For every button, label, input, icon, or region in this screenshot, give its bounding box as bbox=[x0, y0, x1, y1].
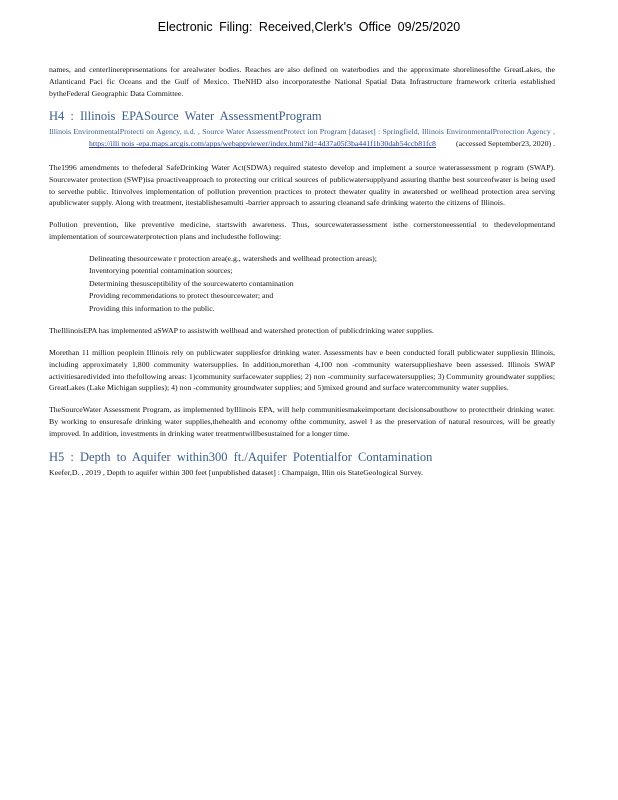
list-item bbox=[69, 253, 555, 266]
document-body bbox=[49, 64, 555, 490]
list-item bbox=[69, 290, 555, 303]
list-item-text: Determining thesusceptibility of the sourcewaterto contamination bbox=[89, 278, 294, 288]
list-item bbox=[69, 278, 555, 291]
filing-header: Electronic Filing: Received,Clerk's Office 09/25/2020 bbox=[157, 20, 461, 34]
reference-author: Illinois EnvironmentalProtecti on Agency, n.d. , Source Water AssessmentProtect ion Program [dataset] : Springfield, Illinois EnvironmentalProtection Agency , bbox=[49, 127, 555, 137]
list-item bbox=[69, 265, 555, 278]
swap-bullet-list bbox=[49, 253, 555, 316]
list-item bbox=[69, 303, 555, 316]
intro-paragraph: names, and centerlinerepresentations for arealwater bodies. Reaches are also defined on waterbodies and the approximate shorelinesofthe GreatLakes, the Atlanticand Paci fic Oceans and the Gulf of Mexico. TheNHD also incorporatesthe National Spatial Data Infrastructure framework criteria established bytheFederal Geographic Data Committee. bbox=[49, 65, 555, 98]
body-paragraph-5: TheSourceWater Assessment Program, as implemented byIllinois EPA, will help communitiesmakeimportant decisionsabouthow to protecttheir drinking water. By working to ensuresafe drinking water supplies,thehealth and economy ofthe community, aswel l as the preservation of natural resources, will be greatly improved. In addition, investments in drinking water treatmentwillbesustained for a longer time. bbox=[49, 405, 555, 438]
section-h5-heading: H5 : Depth to Aquifer within300 ft./Aquifer Potentialfor Contamination bbox=[49, 449, 433, 464]
list-item-text: Delineating thesourcewate r protection area(e.g., watersheds and wellhead protection areas); bbox=[89, 253, 377, 263]
reference-link[interactable]: https://illi nois -epa.maps.arcgis.com/apps/webappviewer/index.html?id=4d37a05f3ba441f1b30dab54ccb81fc8 bbox=[89, 139, 436, 149]
section-h4-reference bbox=[49, 126, 555, 150]
body-paragraph-3: TheIllinoisEPA has implemented aSWAP to assistwith wellhead and watershed protection of publicdrinking water supplies. bbox=[49, 326, 434, 336]
section-h4-heading: H4 : Illinois EPASource Water AssessmentProgram bbox=[49, 109, 322, 124]
section-h5-reference: Keefer,D. , 2019 , Depth to aquifer within 300 feet [unpublished dataset] : Champaign, Illin ois StateGeological Survey. bbox=[49, 467, 423, 477]
list-item-text: Providing this information to the public. bbox=[89, 303, 215, 313]
list-item-text: Inventorying potential contamination sources; bbox=[89, 266, 233, 276]
list-item-text: Providing recommendations to protect thesourcewater; and bbox=[89, 291, 274, 301]
body-paragraph-1: The1996 amendments to thefederal SafeDrinking Water Act(SDWA) required statesto develop and implement a source waterassessment p rogram (SWAP). Sourcewater protection (SWP)isa proactiveapproach to protecting our critical sources of publicwatersupplyand assuring thatthe best sourceofwater is being used to servethe public. Itinvolves implementation of pollution prevention practices to protect thewater quality in awatershed or wellhead protection area serving apublicwater supply. Along with treatment, itestablishesamulti -barrier approach to assuring cleanand safe drinking waterto the citizens of Illinois. bbox=[49, 162, 555, 208]
body-paragraph-4: Morethan 11 million peoplein Illinois rely on publicwater suppliesfor drinking water. Assessments hav e been conducted forall publicwater suppliesin Illinois, including approximately 1,800 community watersupplies. In addition,morethan 4,100 non -community watersupplieshave been assessed. Illinois SWAP activitiesaredivided into thefollowing areas: 1)community surfacewater supplies; 2) non -community surfacewatersupplies; 3) Community groundwater supplies; GreatLakes (Lake Michigan supplies); 4) non -community groundwater supplies; and 5)mixed ground and surface watercommunity water supplies. bbox=[49, 348, 555, 393]
reference-accessed: (accessed September23, 2020) . bbox=[456, 139, 555, 149]
body-paragraph-2: Pollution prevention, like preventive medicine, startswith awareness. Thus, sourcewaterassessment isthe cornerstoneessential to thedevelopmentand implementation of sourcewaterprotection plans and includesthe following: bbox=[49, 220, 555, 241]
